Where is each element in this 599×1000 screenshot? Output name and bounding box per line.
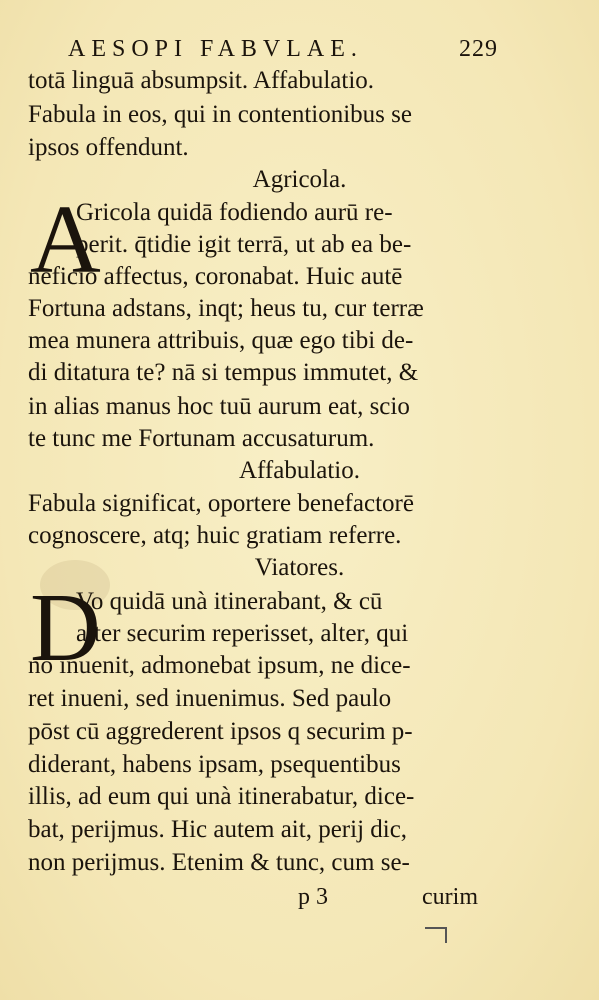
text-line: in alias manus hoc tuū aurum eat, scio bbox=[28, 393, 410, 420]
initial-letter: D bbox=[30, 574, 101, 682]
initial-letter: A bbox=[30, 186, 101, 294]
text-line: Gricola quidā fodiendo aurū re- bbox=[76, 199, 393, 226]
section-heading: Agricola. bbox=[252, 166, 347, 193]
text-line: totā linguā absumpsit. Affabulatio. bbox=[28, 67, 375, 94]
signature-mark: p 3 bbox=[298, 884, 328, 910]
text-line: ipsos offendunt. bbox=[28, 134, 189, 161]
text-line: diderant, habens ipsam, psequentibus bbox=[28, 751, 401, 778]
text-line: nō inuenit, admonebat ipsum, ne dice- bbox=[28, 652, 411, 679]
text-line: bat, perijmus. Hic autem ait, perij dic, bbox=[28, 816, 408, 843]
text-line: te tunc me Fortunam accusaturum. bbox=[28, 425, 375, 452]
text-line: illis, ad eum qui unà itinerabatur, dice- bbox=[28, 783, 415, 810]
corner-mark bbox=[425, 927, 447, 943]
section-heading: Affabulatio. bbox=[238, 457, 361, 484]
catchword: curim bbox=[422, 884, 478, 910]
text-line: Fortuna adstans, inqt; heus tu, cur terræ bbox=[28, 295, 424, 322]
page-footer bbox=[0, 884, 599, 914]
text-line: perit. q̄tidie igit terrā, ut ab ea be- bbox=[76, 231, 412, 258]
section-heading: Viatores. bbox=[254, 554, 345, 581]
text-line: ret inueni, sed inuenimus. Sed paulo bbox=[28, 685, 392, 712]
text-line: mea munera attribuis, quæ ego tibi de- bbox=[28, 327, 414, 354]
text-line: non perijmus. Etenim & tunc, cum se- bbox=[28, 849, 410, 876]
text-line: cognoscere, atq; huic gratiam referre. bbox=[28, 522, 402, 549]
text-line: di ditatura te? nā si tempus immutet, & bbox=[28, 359, 419, 386]
text-line: alter securim reperisset, alter, qui bbox=[76, 620, 409, 647]
page-number: 229 bbox=[459, 36, 498, 62]
running-head: AESOPI FABVLAE. bbox=[68, 36, 363, 62]
text-line: neficio affectus, coronabat. Huic autē bbox=[28, 263, 403, 290]
page-header bbox=[68, 36, 498, 66]
text-line: Fabula in eos, qui in contentionibus se bbox=[28, 101, 412, 128]
text-line: pōst cū aggrederent ipsos q securim p- bbox=[28, 718, 413, 745]
text-line: Fabula significat, oportere benefactorē bbox=[28, 490, 414, 517]
text-line: Vo quidā unà itinerabant, & cū bbox=[76, 588, 383, 615]
